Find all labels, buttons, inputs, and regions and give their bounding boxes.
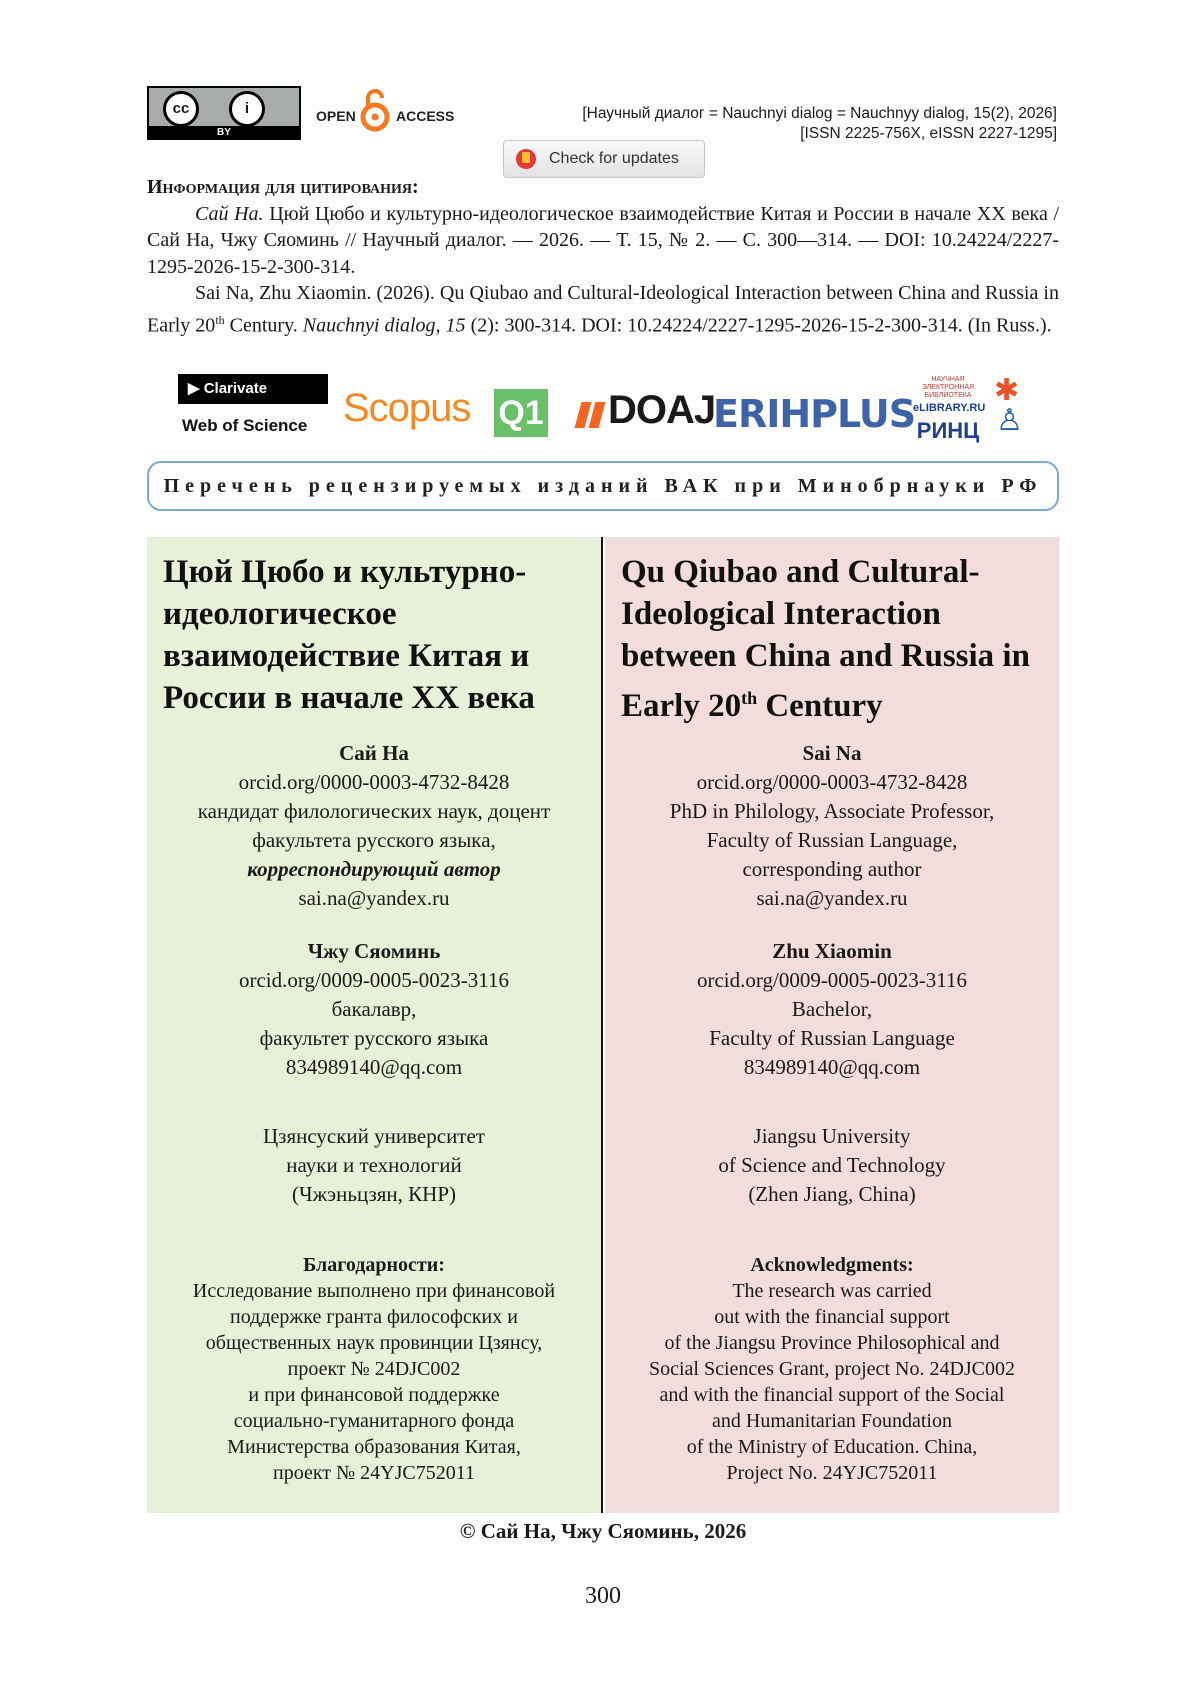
check-for-updates-label: Check for updates — [549, 150, 679, 167]
citation-info — [147, 174, 1059, 339]
ru-author-2-degree: бакалавр, — [331, 997, 417, 1021]
citation-ru-author: Сай На. — [195, 202, 264, 225]
rinc-person-icon: ♙ — [996, 404, 1023, 437]
en-author-1-email[interactable]: sai.na@yandex.ru — [756, 886, 908, 910]
citation-en-sup: th — [215, 312, 225, 327]
ru-affiliation-line-3: (Чжэньцзян, КНР) — [291, 1182, 456, 1206]
rinc-label: РИНЦ — [916, 418, 980, 443]
ru-ack-line: Министерства образования Китая, — [227, 1436, 521, 1458]
ru-article-title: Цюй Цюбо и культурно-идеологическое взаимодействие Китая и России в начале XX века — [163, 554, 535, 716]
en-ack-line: and Humanitarian Foundation — [712, 1410, 952, 1432]
en-ack-line: and with the financial support of the Social — [659, 1384, 1005, 1406]
en-author-1 — [605, 739, 1059, 913]
russian-column — [147, 537, 603, 1513]
en-title-post: Century — [757, 688, 883, 724]
ru-acknowledgments — [147, 1252, 601, 1486]
en-title-pre: Qu Qiubao and Cultural-Ideological Interaction between China and Russia in Early 20 — [621, 554, 1030, 724]
en-title-sup: th — [741, 688, 758, 708]
en-ack-line: Social Sciences Grant, project No. 24DJC002 — [648, 1358, 1016, 1380]
ru-affiliation-line-2: науки и технологий — [286, 1153, 462, 1177]
journal-info — [582, 104, 1057, 144]
ru-ack-line: проект № 24DJC002 — [287, 1358, 461, 1380]
en-affiliation — [605, 1122, 1059, 1209]
elibrary-subtitle: НАУЧНАЯ ЭЛЕКТРОННАЯ БИБЛИОТЕКА — [921, 376, 975, 399]
en-article-title — [621, 551, 1041, 727]
en-affiliation-line-1: Jiangsu University — [753, 1124, 911, 1148]
ru-author-2-email[interactable]: 834989140@qq.com — [285, 1055, 463, 1079]
citation-en-post: (2): 300-314. DOI: 10.24224/2227-1295-2026-15-2-300-314. (In Russ.). — [465, 314, 1052, 337]
en-ack-title: Acknowledgments: — [750, 1254, 914, 1276]
index-logos — [178, 374, 1038, 446]
clarivate-label: Clarivate — [203, 380, 268, 397]
ru-author-1-faculty: факультета русского языка, — [252, 828, 496, 852]
citation-heading: Информация для цитирования: — [147, 176, 419, 198]
ru-author-1-email[interactable]: sai.na@yandex.ru — [298, 886, 450, 910]
en-affiliation-line-2: of Science and Technology — [718, 1153, 946, 1177]
citation-ru — [147, 201, 1059, 281]
cc-by-label: BY — [217, 127, 231, 138]
en-ack-line: out with the financial support — [714, 1306, 950, 1328]
by-person-icon: i — [229, 91, 265, 127]
cc-icon: cc — [163, 91, 199, 127]
citation-en-pre: Sai Na, Zhu Xiaomin. (2026). Qu Qiubao and Cultural-Ideological Interaction between China and Russia in Early 20 — [147, 282, 1059, 337]
open-access-logo — [316, 88, 466, 138]
scopus-logo[interactable]: Scopus — [343, 386, 471, 430]
cc-by-license-badge[interactable] — [147, 86, 301, 140]
cc-badge-top — [149, 88, 299, 126]
ru-author-1-name: Сай На — [339, 741, 409, 765]
en-ack-line: of the Ministry of Education. China, — [686, 1436, 978, 1458]
en-affiliation-line-3: (Zhen Jiang, China) — [748, 1182, 916, 1206]
ru-author-1-degree: кандидат филологических наук, доцент — [197, 799, 551, 823]
en-author-1-degree: PhD in Philology, Associate Professor, — [669, 799, 995, 823]
doaj-logo[interactable]: DOAJ — [608, 388, 716, 432]
open-access-left: OPEN — [316, 108, 356, 124]
q1-badge: Q1 — [494, 389, 548, 437]
ru-affiliation — [147, 1122, 601, 1209]
erihplus-logo[interactable]: ERIHPLUS — [713, 392, 916, 436]
check-for-updates-button[interactable] — [503, 140, 705, 178]
open-access-right: ACCESS — [396, 108, 455, 124]
en-author-1-name: Sai Na — [802, 741, 862, 765]
ru-ack-line: социально-гуманитарного фонда — [233, 1410, 515, 1432]
ru-ack-line: Исследование выполнено при финансовой — [192, 1280, 556, 1302]
ru-ack-title: Благодарности: — [303, 1254, 445, 1276]
en-author-1-orcid[interactable]: orcid.org/0000-0003-4732-8428 — [696, 770, 968, 794]
en-author-1-faculty: Faculty of Russian Language, — [706, 828, 958, 852]
doaj-mark-icon — [589, 402, 606, 428]
en-ack-line: of the Jiangsu Province Philosophical and — [664, 1332, 1000, 1354]
open-lock-icon — [360, 88, 390, 132]
en-author-2-email[interactable]: 834989140@qq.com — [743, 1055, 921, 1079]
ru-author-2 — [147, 937, 601, 1082]
ru-ack-line: общественных наук провинции Цзянсу, — [205, 1332, 543, 1354]
elibrary-logo[interactable] — [913, 376, 986, 444]
ru-author-1-role: корреспондирующий автор — [247, 857, 501, 881]
citation-en-mid: Century. — [224, 314, 303, 337]
journal-line-1: [Научный диалог = Nauchnyi dialog = Nauchnyy dialog, 15(2), 2026] — [582, 105, 1057, 122]
en-author-2-name: Zhu Xiaomin — [772, 939, 892, 963]
vak-banner: Перечень рецензируемых изданий ВАК при Минобрнауки РФ — [147, 461, 1059, 511]
citation-en-journal: Nauchnyi dialog, 15 — [302, 314, 466, 337]
en-acknowledgments — [605, 1252, 1059, 1486]
ru-author-1-orcid[interactable]: orcid.org/0000-0003-4732-8428 — [238, 770, 510, 794]
ru-ack-line: поддержке гранта философских и — [230, 1306, 518, 1328]
elibrary-star-icon: ✱ — [994, 374, 1020, 407]
en-author-1-role: corresponding author — [742, 857, 922, 881]
en-author-2-orcid[interactable]: orcid.org/0009-0005-0023-3116 — [696, 968, 968, 992]
citation-en — [147, 280, 1059, 339]
en-ack-line: Project No. 24YJC752011 — [726, 1462, 938, 1484]
copyright: © Сай На, Чжу Сяоминь, 2026 — [459, 1519, 747, 1543]
ru-author-2-orcid[interactable]: orcid.org/0009-0005-0023-3116 — [238, 968, 510, 992]
elibrary-name: eLIBRARY.RU — [913, 402, 986, 414]
en-author-2-faculty: Faculty of Russian Language — [709, 1026, 955, 1050]
clarivate-logo[interactable]: ▶ Clarivate — [178, 374, 328, 404]
ru-ack-line: проект № 24YJC752011 — [273, 1462, 475, 1484]
english-column — [605, 537, 1059, 1513]
crossmark-icon — [516, 149, 536, 169]
ru-ack-line: и при финансовой поддержке — [248, 1384, 500, 1406]
ru-author-1 — [147, 739, 601, 913]
ru-author-2-name: Чжу Сяоминь — [307, 939, 441, 963]
en-ack-line: The research was carried — [732, 1280, 932, 1302]
page-number: 300 — [585, 1583, 621, 1609]
en-author-2 — [605, 937, 1059, 1082]
ru-author-2-faculty: факультет русского языка — [259, 1026, 489, 1050]
web-of-science-logo[interactable]: Web of Science — [182, 416, 308, 435]
journal-line-2: [ISSN 2225-756X, eISSN 2227-1295] — [800, 125, 1057, 142]
citation-ru-text: Цюй Цюбо и культурно-идеологическое взаимодействие Китая и России в начале XX века / Сай На, Чжу Сяоминь // Научный диалог. — 2026. — Т. 15, № 2. — С. 300—314. — DOI: 10.24224/2227-1295-2026-15-2-300-314. — [147, 202, 1060, 278]
en-author-2-degree: Bachelor, — [791, 997, 873, 1021]
ru-affiliation-line-1: Цзянсуский университет — [263, 1124, 485, 1148]
